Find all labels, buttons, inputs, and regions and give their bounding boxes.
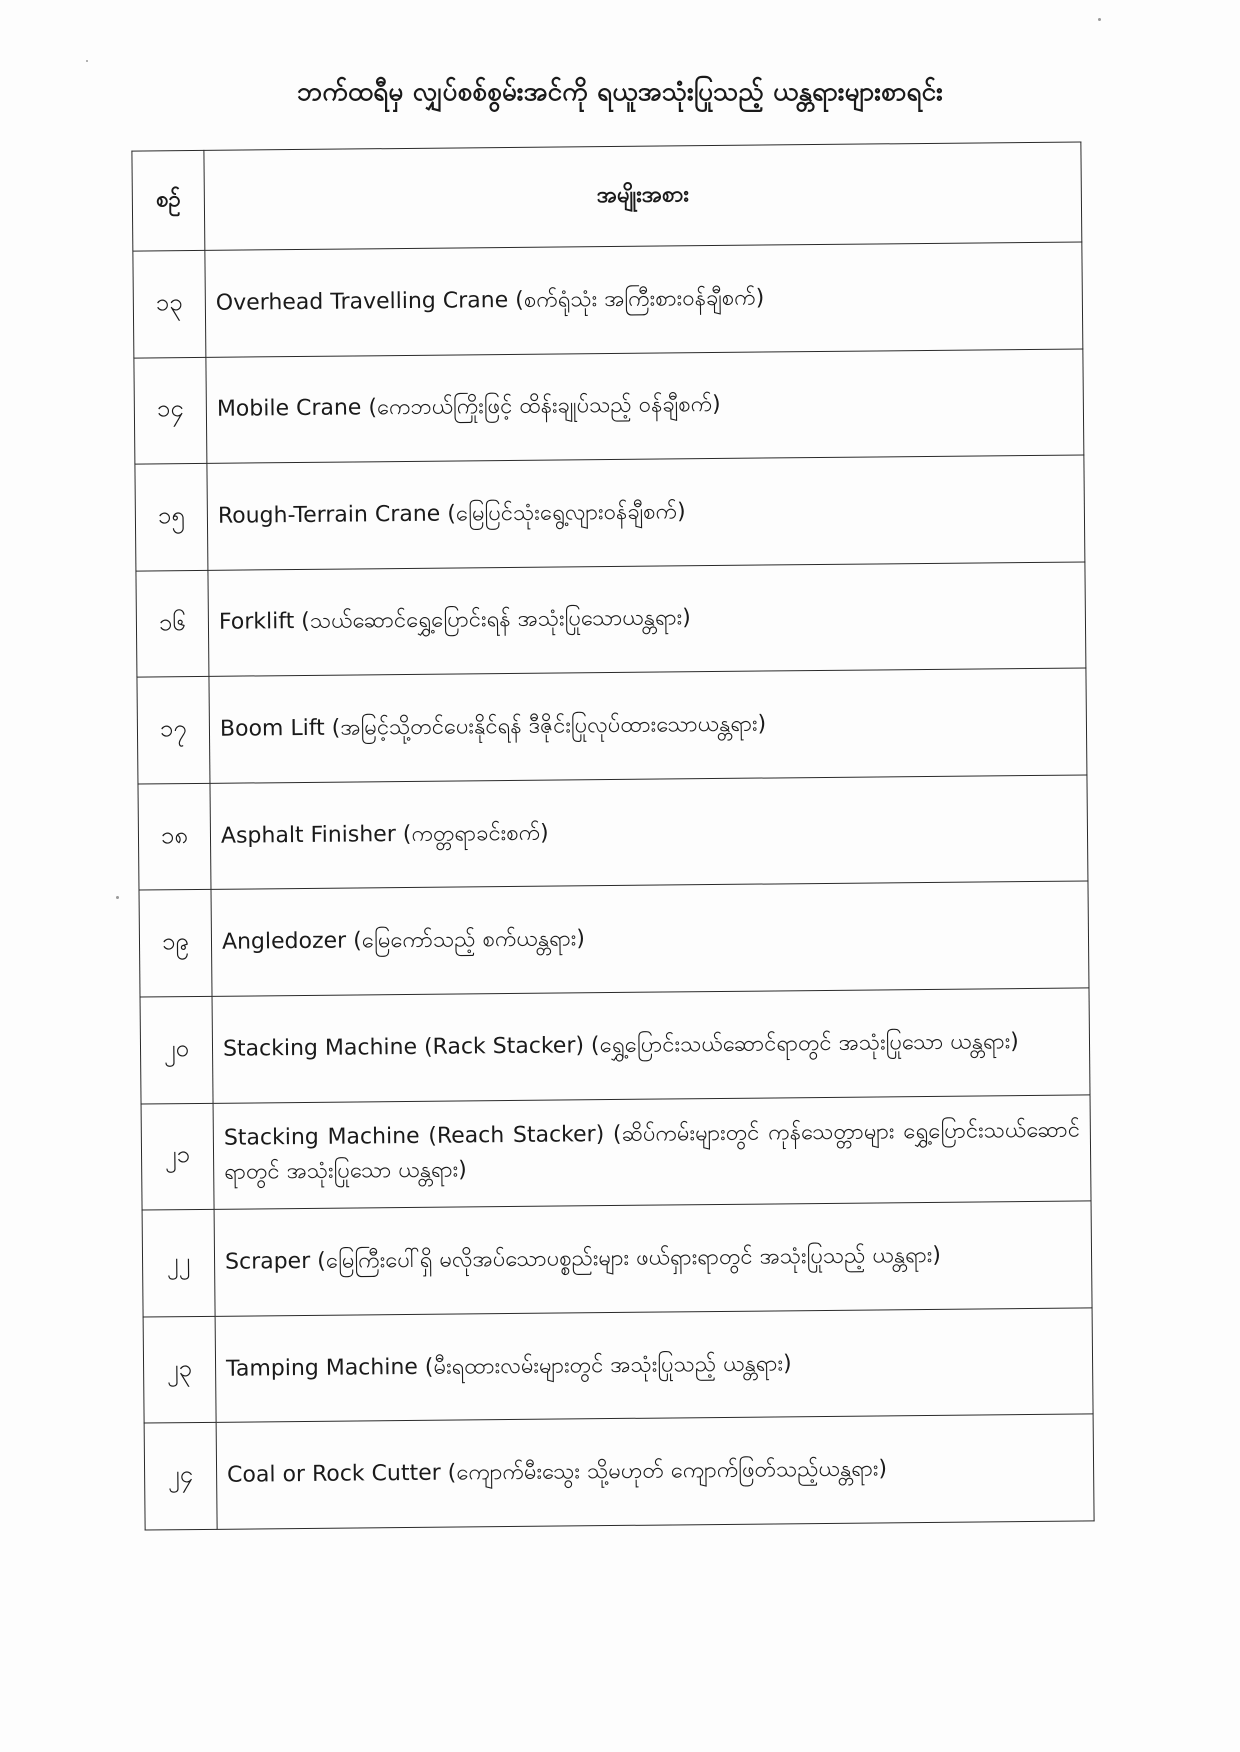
row-machine-type: Rough-Terrain Crane (မြေပြင်သုံးရွေ့လျားဝန်ချီစက်) — [207, 455, 1085, 570]
row-machine-type: Stacking Machine (Reach Stacker) (ဆိပ်ကမ်းများတွင် ကုန်သေတ္တာများ ရွှေ့ပြောင်းသယ်ဆောင်ရာတွင် အသုံးပြုသော ယန္တရား) — [213, 1095, 1091, 1210]
row-number: ၂၄ — [144, 1423, 217, 1530]
table-row — [144, 1414, 1094, 1530]
column-header-number: စဉ် — [132, 150, 205, 251]
row-machine-type: Forklift (သယ်ဆောင်ရွှေ့ပြောင်းရန် အသုံးပြုသောယန္တရား) — [208, 562, 1086, 677]
table-row — [139, 881, 1089, 997]
table-row — [141, 1095, 1091, 1211]
table-row — [137, 668, 1087, 784]
row-machine-type: Scraper (မြေကြီးပေါ်ရှိ မလိုအပ်သောပစ္စည်းများ ဖယ်ရှားရာတွင် အသုံးပြုသည့် ယန္တရား) — [214, 1201, 1092, 1316]
row-machine-type: Angledozer (မြေကော်သည့် စက်ယန္တရား) — [211, 881, 1089, 996]
row-number: ၁၆ — [136, 570, 209, 677]
row-machine-type: Tamping Machine (မီးရထားလမ်းများတွင် အသုံးပြုသည့် ယန္တရား) — [215, 1308, 1093, 1423]
table-row — [134, 349, 1084, 465]
table-row — [135, 455, 1085, 571]
row-machine-type: Asphalt Finisher (ကတ္တရာခင်းစက်) — [210, 775, 1088, 890]
row-number: ၂၂ — [142, 1210, 215, 1317]
table-row — [136, 562, 1086, 678]
scan-speck — [86, 60, 88, 62]
row-number: ၁၄ — [134, 357, 207, 464]
machinery-table-wrapper — [131, 141, 1094, 1530]
row-machine-type: Stacking Machine (Rack Stacker) (ရွှေ့ပြောင်းသယ်ဆောင်ရာတွင် အသုံးပြုသော ယန္တရား) — [212, 988, 1090, 1103]
document-title: ဘက်ထရီမှ လျှပ်စစ်စွမ်းအင်ကို ရယူအသုံးပြုသည့် ယန္တရားများစာရင်း — [297, 77, 943, 107]
machinery-table — [131, 141, 1094, 1530]
row-number: ၁၃ — [133, 250, 206, 357]
scan-speck — [1098, 18, 1101, 21]
table-row — [133, 242, 1083, 358]
column-header-type: အမျိုးအစား — [204, 142, 1082, 250]
table-row — [142, 1201, 1092, 1317]
scan-speck — [116, 896, 119, 899]
row-machine-type: Boom Lift (အမြင့်သို့တင်ပေးနိုင်ရန် ဒီဇိုင်းပြုလုပ်ထားသောယန္တရား) — [209, 668, 1087, 783]
row-machine-type: Mobile Crane (ကေဘယ်ကြိုးဖြင့် ထိန်းချုပ်သည့် ဝန်ချီစက်) — [206, 349, 1084, 464]
row-number: ၁၈ — [138, 783, 211, 890]
table-header-row — [132, 142, 1082, 251]
row-machine-type: Overhead Travelling Crane (စက်ရုံသုံး အကြီးစားဝန်ချီစက်) — [205, 242, 1083, 357]
table-row — [143, 1308, 1093, 1424]
row-number: ၂၁ — [141, 1103, 214, 1210]
row-number: ၁၅ — [135, 464, 208, 571]
row-number: ၂၀ — [140, 996, 213, 1103]
table-row — [138, 775, 1088, 891]
row-machine-type: Coal or Rock Cutter (ကျောက်မီးသွေး သို့မဟုတ် ကျောက်ဖြတ်သည့်ယန္တရား) — [216, 1414, 1094, 1529]
row-number: ၁၇ — [137, 677, 210, 784]
row-number: ၂၃ — [143, 1316, 216, 1423]
row-number: ၁၉ — [139, 890, 212, 997]
table-row — [140, 988, 1090, 1104]
